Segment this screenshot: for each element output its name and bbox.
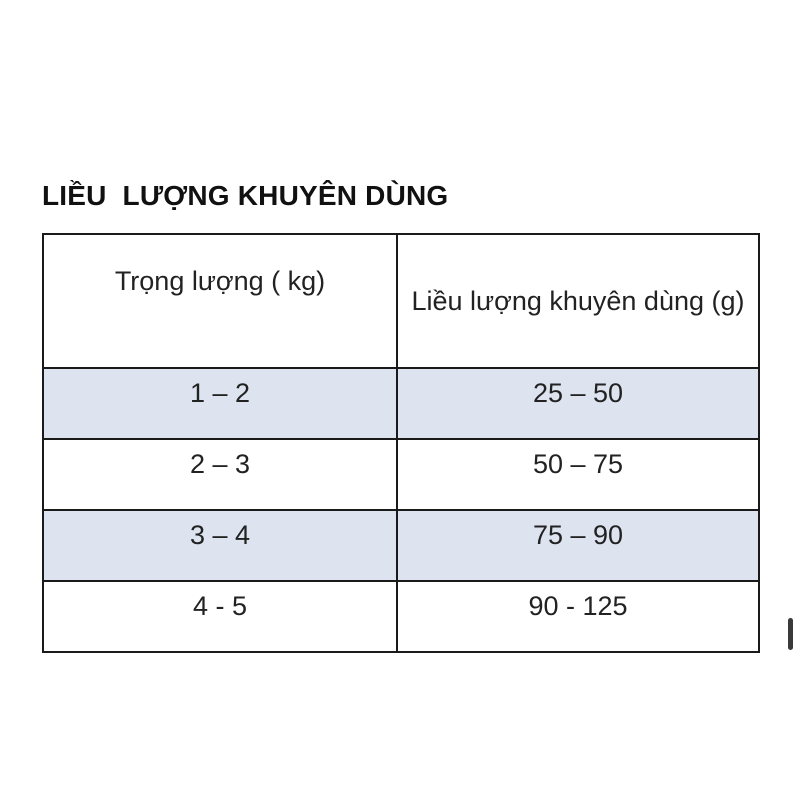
cell-weight: 2 – 3 — [43, 439, 397, 510]
cell-weight: 3 – 4 — [43, 510, 397, 581]
dosage-table — [42, 233, 760, 653]
cell-dose: 75 – 90 — [397, 510, 759, 581]
table-row — [43, 581, 759, 652]
header-weight: Trọng lượng ( kg) — [43, 234, 397, 368]
table-header-row — [43, 234, 759, 368]
header-dose: Liều lượng khuyên dùng (g) — [397, 234, 759, 368]
cell-dose: 50 – 75 — [397, 439, 759, 510]
cell-weight: 4 - 5 — [43, 581, 397, 652]
cell-dose: 25 – 50 — [397, 368, 759, 439]
table-row — [43, 368, 759, 439]
page-title: LIỀU LƯỢNG KHUYÊN DÙNG — [42, 180, 449, 211]
cell-weight: 1 – 2 — [43, 368, 397, 439]
table-row — [43, 510, 759, 581]
table-row — [43, 439, 759, 510]
cell-dose: 90 - 125 — [397, 581, 759, 652]
scrollbar-thumb[interactable] — [788, 618, 793, 650]
